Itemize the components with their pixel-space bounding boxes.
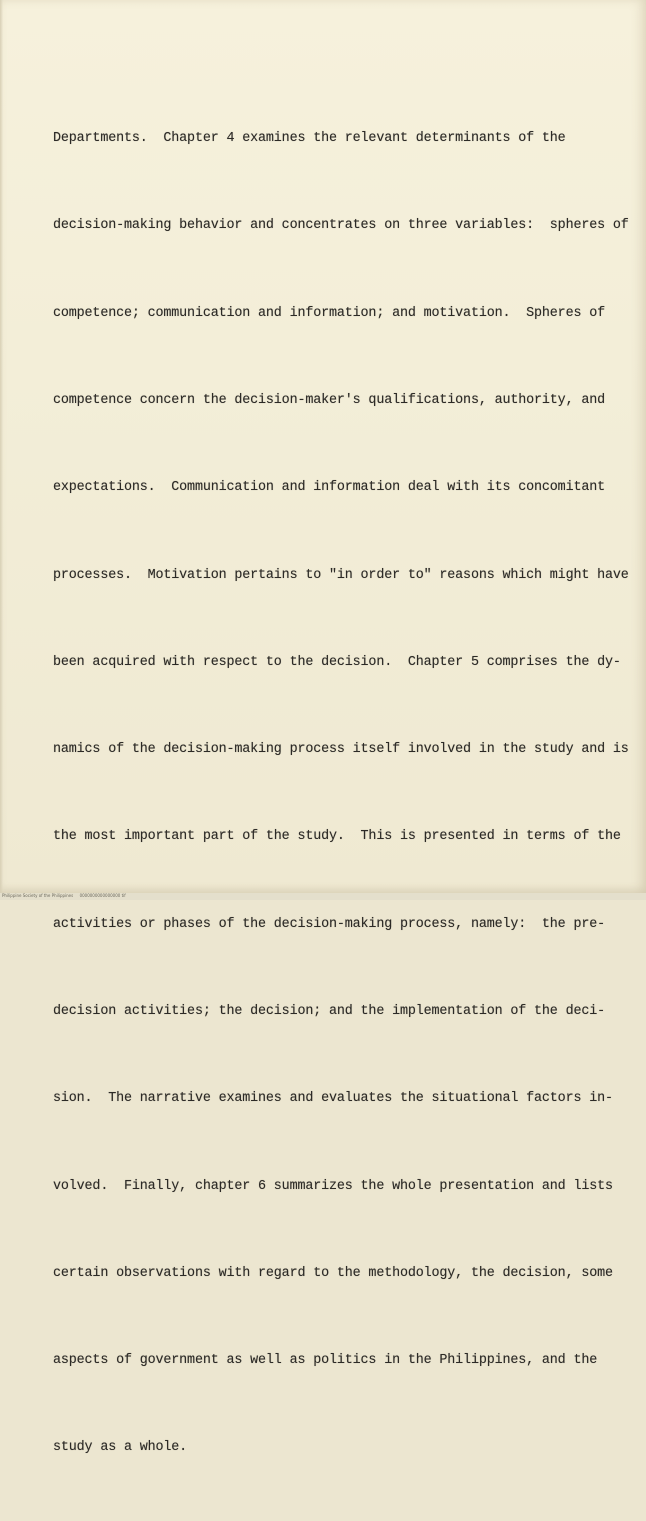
text-line-1: Departments. Chapter 4 examines the relevant determinants of the <box>53 131 566 147</box>
text-line-13: volved. Finally, chapter 6 summarizes the whole presentation and lists <box>53 1178 613 1194</box>
text-line-8: namics of the decision-making process itself involved in the study and is <box>53 742 629 758</box>
text-line-5: expectations. Communication and information deal with its concomitant <box>53 480 605 496</box>
text-line-6: processes. Motivation pertains to "in order to" reasons which might have <box>53 567 629 583</box>
text-line-2: decision-making behavior and concentrates on three variables: spheres of <box>53 218 629 234</box>
scan-footer-text: Philippine Society of the Philippines 0000000000000000 tif <box>2 893 126 898</box>
scan-footer-strip <box>0 893 646 900</box>
text-line-14: certain observations with regard to the methodology, the decision, some <box>53 1265 613 1281</box>
text-line-11: decision activities; the decision; and the implementation of the deci- <box>53 1004 605 1019</box>
text-line-9: the most important part of the study. This is presented in terms of the <box>53 829 621 845</box>
page-edge-shadow <box>0 0 3 893</box>
text-line-3: competence; communication and information; and motivation. Spheres of <box>53 305 605 321</box>
text-line-15: aspects of government as well as politics in the Philippines, and the <box>53 1353 598 1369</box>
typed-paragraph <box>53 66 629 1521</box>
text-line-12: sion. The narrative examines and evaluates the situational factors in- <box>53 1091 613 1107</box>
text-line-7: been acquired with respect to the decision. Chapter 5 comprises the dy- <box>53 654 621 670</box>
text-line-4: competence concern the decision-maker's qualifications, authority, and <box>53 393 605 409</box>
text-line-16: study as a whole. <box>53 1440 188 1456</box>
text-line-10: activities or phases of the decision-making process, namely: the pre- <box>53 916 605 932</box>
